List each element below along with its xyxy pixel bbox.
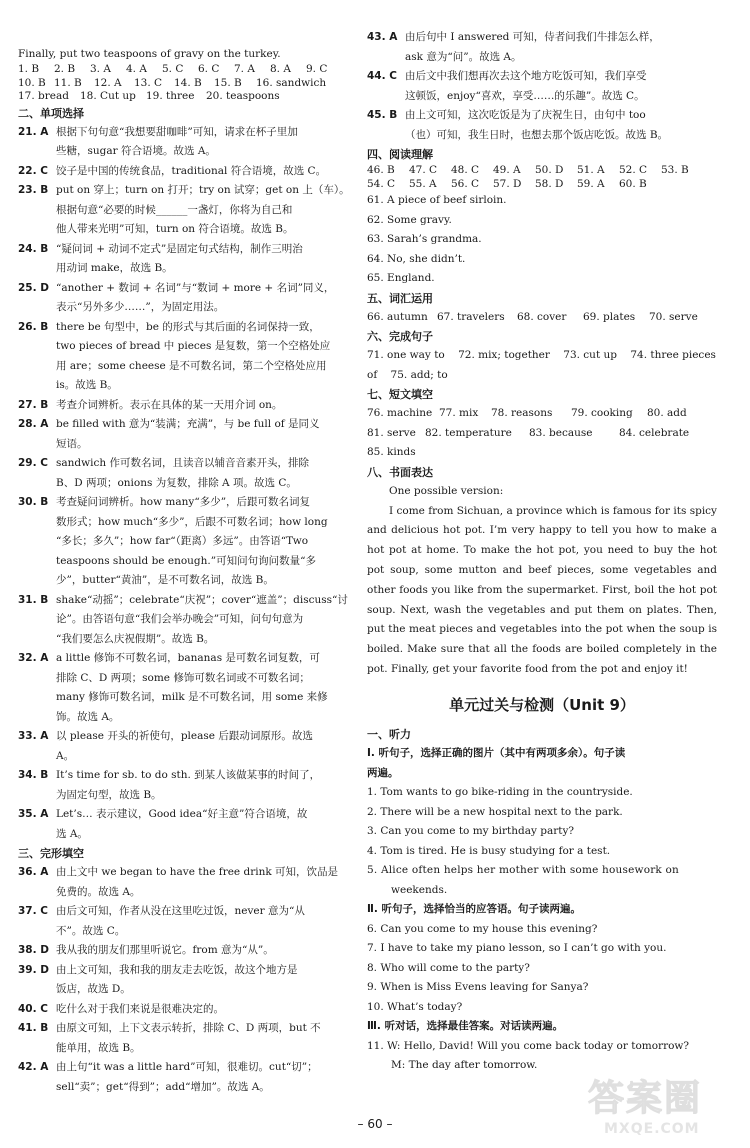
explanation-item bbox=[18, 396, 356, 416]
answer-key: 45. B bbox=[367, 109, 398, 121]
explanation-line: 由原文可知，上下文表示转折，排除 C、D 两项，but 不 bbox=[56, 1022, 321, 1035]
explanation-line: a little 修饰不可数名词，bananas 是可数名词复数，可 bbox=[56, 652, 320, 665]
listening-script-line: 8. Who will come to the party? bbox=[367, 961, 530, 974]
answer-key: 22. C bbox=[18, 164, 48, 177]
answer-key: 25. D bbox=[18, 281, 49, 294]
explanation-text bbox=[56, 123, 356, 162]
complete-sentence-answers bbox=[367, 346, 717, 385]
answer-key: 39. D bbox=[18, 963, 49, 976]
answer-key: 43. A bbox=[367, 31, 398, 43]
explanation-item bbox=[18, 240, 356, 279]
explanation-line: ask 意为“问”。故选 A。 bbox=[405, 50, 522, 63]
answer-line: 62. Some gravy. bbox=[367, 213, 452, 226]
explanation-line: be filled with 意为“装满；充满”，与 be full of 是同义 bbox=[56, 418, 320, 431]
listening-script-line: 7. I have to take my piano lesson, so I can’t go with you. bbox=[367, 942, 667, 955]
explanation-line: is。故选 B。 bbox=[56, 379, 118, 392]
answer-row-1 bbox=[18, 63, 356, 77]
answer: 83. because bbox=[529, 426, 593, 439]
explanation-item bbox=[18, 961, 356, 1000]
explanation-item bbox=[18, 1000, 356, 1020]
answer: 69. plates bbox=[583, 310, 636, 323]
answer: 46. B bbox=[367, 164, 395, 176]
answer: 17. bread bbox=[18, 90, 69, 103]
explanation-text bbox=[56, 805, 356, 844]
explanation-text bbox=[56, 181, 356, 240]
explanation-line: 饭店，故选 D。 bbox=[56, 983, 131, 996]
explanation-line: 些糖，sugar 符合语境。故选 A。 bbox=[56, 145, 216, 158]
explanation-line: shake“动摇”；celebrate“庆祝”；cover“遮盖”；discuss“讨 bbox=[56, 593, 348, 606]
explanation-item bbox=[18, 279, 356, 318]
reading-row-2 bbox=[367, 178, 717, 192]
answer: 57. D bbox=[493, 177, 522, 190]
cloze-explanation-list-continued bbox=[367, 28, 717, 145]
answer: 59. A bbox=[577, 177, 605, 190]
explanation-item bbox=[18, 902, 356, 941]
explanation-item bbox=[367, 67, 717, 106]
explanation-line: sell“卖”；get“得到”；add“增加”。故选 A。 bbox=[56, 1080, 270, 1093]
section-heading: 七、短文填空 bbox=[367, 388, 433, 402]
listening-script-line: 9. When is Miss Evens leaving for Sanya? bbox=[367, 981, 589, 994]
answer-key: 40. C bbox=[18, 1002, 48, 1015]
explanation-item bbox=[18, 805, 356, 844]
answer: 15. B bbox=[214, 76, 242, 89]
answer: 70. serve bbox=[649, 310, 698, 323]
answer: 52. C bbox=[619, 164, 648, 176]
answer: 77. mix bbox=[439, 407, 479, 420]
section-heading: 六、完成句子 bbox=[367, 330, 433, 344]
answer: 76. machine bbox=[367, 407, 433, 420]
answer-row-2 bbox=[18, 77, 356, 91]
part-title: Ⅲ. 听对话，选择最佳答案。对话读两遍。 bbox=[367, 1020, 564, 1033]
answer-key: 26. B bbox=[18, 320, 49, 333]
explanation-line: 由上句“it was a little hard”可知，很难切。cut“切”； bbox=[56, 1061, 318, 1074]
listening-script-line: 10. What’s today? bbox=[367, 1000, 463, 1013]
answer-key: 35. A bbox=[18, 808, 49, 821]
explanation-line: “我们要怎么庆祝假期”。故选 B。 bbox=[56, 632, 215, 645]
explanation-text bbox=[56, 902, 356, 941]
listening-part-3 bbox=[367, 1017, 717, 1076]
explanation-line: 用 are；some cheese 是不可数名词，第二个空格处应用 bbox=[56, 359, 327, 372]
answer: 18. Cut up bbox=[80, 90, 136, 103]
explanation-line: 由上文可知，这次吃饭是为了庆祝生日，由句中 too bbox=[405, 109, 646, 121]
answer: 55. A bbox=[409, 177, 437, 190]
listening-script-line: 3. Can you come to my birthday party? bbox=[367, 825, 575, 838]
explanation-item bbox=[18, 766, 356, 805]
answer: 79. cooking bbox=[571, 407, 633, 420]
answer: 8. A bbox=[270, 63, 291, 75]
section-heading: 三、完形填空 bbox=[18, 847, 84, 861]
explanation-line: teaspoons should be enough.”可知问句询问数量“多 bbox=[56, 554, 316, 567]
cloze-row-2 bbox=[367, 424, 717, 444]
explanation-text bbox=[56, 318, 356, 396]
explanation-item bbox=[18, 493, 356, 591]
answer-key: 44. C bbox=[367, 70, 397, 82]
listening-script-line: M: The day after tomorrow. bbox=[391, 1059, 538, 1072]
listening-script-line: 1. Tom wants to go bike-riding in the countryside. bbox=[367, 786, 633, 799]
answer-line: 63. Sarah’s grandma. bbox=[367, 233, 482, 246]
explanation-item bbox=[18, 1058, 356, 1097]
answer-key: 23. B bbox=[18, 184, 49, 197]
explanation-text bbox=[56, 863, 356, 902]
explanation-line: put on 穿上；turn on 打开；try on 试穿；get on 上（车）。 bbox=[56, 184, 350, 197]
explanation-text bbox=[405, 67, 717, 106]
left-column bbox=[18, 46, 356, 1097]
section-heading: 二、单项选择 bbox=[18, 106, 84, 120]
answer: 11. B bbox=[54, 76, 82, 89]
explanation-item bbox=[18, 181, 356, 240]
explanation-text bbox=[405, 106, 717, 145]
answer: 13. C bbox=[134, 76, 163, 89]
answer: 48. C bbox=[451, 164, 480, 176]
answer-key: 38. D bbox=[18, 944, 49, 957]
answer: 16. sandwich bbox=[256, 76, 327, 89]
reading-row-1 bbox=[367, 164, 717, 178]
answer: 47. C bbox=[409, 164, 438, 176]
answer: 51. A bbox=[577, 164, 605, 176]
answer: 53. B bbox=[661, 164, 689, 176]
explanation-item bbox=[18, 415, 356, 454]
answer: 6. C bbox=[198, 63, 220, 75]
explanation-item bbox=[18, 318, 356, 396]
explanation-line: B、D 两项；onions 为复数，排除 A 项。故选 C。 bbox=[56, 476, 297, 489]
explanation-item bbox=[18, 941, 356, 961]
answer-key: 29. C bbox=[18, 457, 48, 470]
explanation-text bbox=[56, 961, 356, 1000]
answer: 54. C bbox=[367, 177, 396, 190]
answer-key: 30. B bbox=[18, 496, 49, 509]
listening-script-line: weekends. bbox=[391, 883, 448, 896]
answer-key: 36. A bbox=[18, 866, 49, 879]
explanation-line: 排除 C、D 两项；some 修饰可数名词或不可数名词； bbox=[56, 671, 310, 684]
explanation-text bbox=[56, 591, 356, 650]
explanation-line: “another + 数词 + 名词”与“数词 + more + 名词”同义， bbox=[56, 281, 335, 294]
explanation-line: 根据句意“必要的时候______一盏灯，你将为自己和 bbox=[56, 203, 293, 216]
answer: 20. teaspoons bbox=[206, 90, 280, 103]
answer: 85. kinds bbox=[367, 446, 416, 459]
part-title: Ⅱ. 听句子，选择恰当的应答语。句子读两遍。 bbox=[367, 903, 582, 916]
explanation-text bbox=[56, 1000, 356, 1020]
listening-part-1 bbox=[367, 744, 717, 900]
explanation-text bbox=[56, 941, 356, 961]
answer-key: 24. B bbox=[18, 242, 49, 255]
explanation-text bbox=[56, 1019, 356, 1058]
answer: 10. B bbox=[18, 76, 46, 89]
part-title: Ⅰ. 听句子，选择正确的图片（其中有两项多余）。句子读 bbox=[367, 747, 626, 760]
answer: 60. B bbox=[619, 177, 647, 190]
explanation-text bbox=[56, 240, 356, 279]
explanation-line: sandwich 作可数名词，且读音以辅音音素开头，排除 bbox=[56, 457, 309, 470]
intro-line: Finally, put two teaspoons of gravy on the turkey. bbox=[18, 48, 281, 60]
section-heading: 一、听力 bbox=[367, 728, 411, 742]
answer-key: 42. A bbox=[18, 1061, 49, 1074]
listening-script-line: 4. Tom is tired. He is busy studying for a test. bbox=[367, 844, 611, 857]
essay-intro: One possible version: bbox=[389, 484, 504, 497]
explanation-line: 免费的。故选 A。 bbox=[56, 885, 141, 898]
explanation-line: 能单用，故选 B。 bbox=[56, 1041, 141, 1054]
cloze-row-3 bbox=[367, 443, 717, 463]
explanation-line: 吃什么对于我们来说是很难决定的。 bbox=[56, 1002, 224, 1015]
answer: 3. A bbox=[90, 63, 111, 75]
explanation-item bbox=[367, 106, 717, 145]
explanation-text bbox=[56, 766, 356, 805]
answer: 49. A bbox=[493, 164, 521, 176]
answer: 81. serve bbox=[367, 426, 416, 439]
explanation-text bbox=[405, 28, 717, 67]
section-heading: 八、书面表达 bbox=[367, 465, 433, 479]
listening-script-line: 6. Can you come to my house this evening? bbox=[367, 922, 598, 935]
explanation-line: 这顿饭，enjoy“喜欢，享受……的乐趣”。故选 C。 bbox=[405, 89, 645, 102]
answer: 84. celebrate bbox=[619, 426, 690, 439]
explanation-line: 由后文中我们想再次去这个地方吃饭可知，我们享受 bbox=[405, 70, 647, 82]
explanation-line: Let’s… 表示建议，Good idea“好主意”符合语境，故 bbox=[56, 808, 308, 821]
explanation-text bbox=[56, 1058, 356, 1097]
explanation-line: two pieces of bread 中 pieces 是复数，第一个空格处应 bbox=[56, 340, 331, 353]
answer: 9. C bbox=[306, 63, 328, 75]
explanation-line: 我从我的朋友们那里听说它。from 意为“从”。 bbox=[56, 944, 274, 957]
single-choice-list bbox=[18, 123, 356, 845]
answer: 14. B bbox=[174, 76, 202, 89]
explanation-item bbox=[18, 162, 356, 182]
answer: 12. A bbox=[94, 76, 122, 89]
explanation-text bbox=[56, 727, 356, 766]
explanation-line: “多长；多久”；how far“（距离）多远”。由答语“Two bbox=[56, 535, 309, 548]
explanation-line: 数形式；how much“多少”，后跟不可数名词；how long bbox=[56, 515, 328, 528]
explanation-line: 由后文可知，作者从没在这里吃过饭，never 意为“从 bbox=[56, 905, 305, 918]
answer-line: 71. one way to 72. mix; together 73. cut up 74. three pieces bbox=[367, 349, 716, 362]
listening-part-2 bbox=[367, 900, 717, 1017]
answer-key: 31. B bbox=[18, 593, 49, 606]
part-title: 两遍。 bbox=[367, 766, 399, 779]
answer: 56. C bbox=[451, 177, 480, 190]
answer: 4. A bbox=[126, 63, 147, 75]
answer: 58. D bbox=[535, 177, 564, 190]
explanation-line: 为固定句型，故选 B。 bbox=[56, 788, 162, 801]
explanation-line: 由上文中 we began to have the free drink 可知，饮品是 bbox=[56, 866, 339, 879]
essay-body: I come from Sichuan, a province which is famous for its spicy and delicious hot pot. I’m very happy to tell you how to make a hot pot at home. To make the hot pot, you need to buy the hot pot soup, some mutton and beef pieces, some vegetables and other foods you like from the supermarket. First, boil the hot pot soup. Next, wash the vegetables and put them on plates. Then, put the meat pieces and vegetables into the pot when the soup is boiled. Make sure that all the foods are boiled completely in the pot. Finally, get your favorite food from the pot and enjoy it! bbox=[367, 504, 717, 675]
listening-script-line: 5. Alice often helps her mother with some housework on bbox=[367, 864, 680, 877]
answer: 78. reasons bbox=[491, 407, 553, 420]
answer-key: 27. B bbox=[18, 398, 49, 411]
explanation-line: 他人带来光明”可知，turn on 符合语境。故选 B。 bbox=[56, 223, 294, 236]
answer-key: 41. B bbox=[18, 1022, 49, 1035]
answer-key: 32. A bbox=[18, 652, 49, 665]
right-column bbox=[367, 31, 717, 1076]
answer: 80. add bbox=[647, 407, 687, 420]
explanation-line: 以 please 开头的祈使句，please 后跟动词原形。故选 bbox=[56, 730, 313, 743]
explanation-line: 饺子是中国的传统食品，traditional 符合语境，故选 C。 bbox=[56, 164, 327, 177]
explanation-item bbox=[18, 123, 356, 162]
explanation-item bbox=[18, 454, 356, 493]
explanation-line: 短语。 bbox=[56, 437, 88, 450]
answer-row-3 bbox=[18, 90, 356, 104]
answer: 66. autumn bbox=[367, 310, 428, 323]
site-watermark bbox=[558, 1076, 728, 1140]
section-heading: 五、词汇运用 bbox=[367, 291, 433, 305]
answer: 50. D bbox=[535, 164, 564, 176]
answer-line: 65. England. bbox=[367, 272, 435, 285]
watermark-url: MXQE.COM bbox=[604, 1121, 700, 1137]
explanation-line: A。 bbox=[56, 749, 75, 762]
explanation-item bbox=[18, 1019, 356, 1058]
explanation-line: 少”，butter“黄油”，是不可数名词，故选 B。 bbox=[56, 574, 274, 587]
answer: 68. cover bbox=[517, 310, 567, 323]
unit-title: 单元过关与检测（Unit 9） bbox=[449, 695, 635, 714]
answer-key: 37. C bbox=[18, 905, 48, 918]
explanation-line: 根据下句句意“我想要甜咖啡”可知，请求在杯子里加 bbox=[56, 125, 298, 138]
cloze-explanation-list bbox=[18, 863, 356, 1097]
vocab-row bbox=[367, 308, 717, 328]
answer: 67. travelers bbox=[437, 310, 505, 323]
explanation-text bbox=[56, 415, 356, 454]
answer-line: 64. No, she didn’t. bbox=[367, 252, 466, 265]
explanation-line: 不”。故选 C。 bbox=[56, 924, 126, 937]
explanation-line: 用动词 make，故选 B。 bbox=[56, 262, 173, 275]
explanation-line: 由上文可知，我和我的朋友走去吃饭，故这个地方是 bbox=[56, 963, 298, 976]
explanation-line: 论”。由答语句意“我们会举办晚会”可知，问句句意为 bbox=[56, 613, 304, 626]
answer: 1. B bbox=[18, 63, 40, 75]
explanation-line: 表示“另外多少……”，为固定用法。 bbox=[56, 301, 225, 314]
listening-script-line: 2. There will be a new hospital next to the park. bbox=[367, 805, 623, 818]
answer-key: 28. A bbox=[18, 418, 49, 431]
page-number: – 60 – bbox=[357, 1117, 393, 1131]
listening-script-line: 11. W: Hello, David! Will you come back today or tomorrow? bbox=[367, 1039, 690, 1052]
explanation-text bbox=[56, 279, 356, 318]
explanation-line: （也）可知，我生日时，也想去那个饭店吃饭。故选 B。 bbox=[405, 128, 669, 141]
explanation-text bbox=[56, 649, 356, 727]
explanation-text bbox=[56, 454, 356, 493]
explanation-line: It’s time for sb. to do sth. 到某人该做某事的时间了， bbox=[56, 769, 321, 782]
explanation-line: 考查介词辨析。表示在具体的某一天用介词 on。 bbox=[56, 398, 283, 411]
answer-key: 33. A bbox=[18, 730, 49, 743]
answer: 5. C bbox=[162, 63, 184, 75]
answer-key: 21. A bbox=[18, 125, 49, 138]
answer: 19. three bbox=[146, 90, 195, 103]
explanation-line: 选 A。 bbox=[56, 827, 88, 840]
explanation-item bbox=[367, 28, 717, 67]
explanation-text bbox=[56, 396, 356, 416]
explanation-line: 由后句中 I answered 可知，侍者问我们牛排怎么样， bbox=[405, 31, 660, 43]
answer-key: 34. B bbox=[18, 769, 49, 782]
explanation-text bbox=[56, 493, 356, 591]
explanation-item bbox=[18, 649, 356, 727]
explanation-item bbox=[18, 863, 356, 902]
answer: 82. temperature bbox=[425, 426, 512, 439]
watermark-logo-text: 答案圈 bbox=[588, 1078, 703, 1119]
model-essay bbox=[367, 482, 717, 680]
cloze-row-1 bbox=[367, 404, 717, 424]
answer: 7. A bbox=[234, 63, 255, 75]
explanation-text bbox=[56, 162, 356, 182]
answer: 2. B bbox=[54, 63, 76, 75]
reading-written-answers bbox=[367, 191, 717, 289]
explanation-line: there be 句型中，be 的形式与其后面的名词保持一致， bbox=[56, 320, 320, 333]
answer-line: 61. A piece of beef sirloin. bbox=[367, 194, 507, 207]
explanation-line: many 修饰可数名词，milk 是不可数名词，用 some 来修 bbox=[56, 691, 328, 704]
explanation-line: “疑问词 + 动词不定式”是固定句式结构，制作三明治 bbox=[56, 242, 303, 255]
explanation-line: 饰。故选 A。 bbox=[56, 710, 120, 723]
explanation-item bbox=[18, 727, 356, 766]
explanation-item bbox=[18, 591, 356, 650]
section-heading: 四、阅读理解 bbox=[367, 148, 433, 161]
answer-line: of 75. add; to bbox=[367, 368, 448, 381]
explanation-line: 考查疑问词辨析。how many“多少”，后跟可数名词复 bbox=[56, 496, 311, 509]
